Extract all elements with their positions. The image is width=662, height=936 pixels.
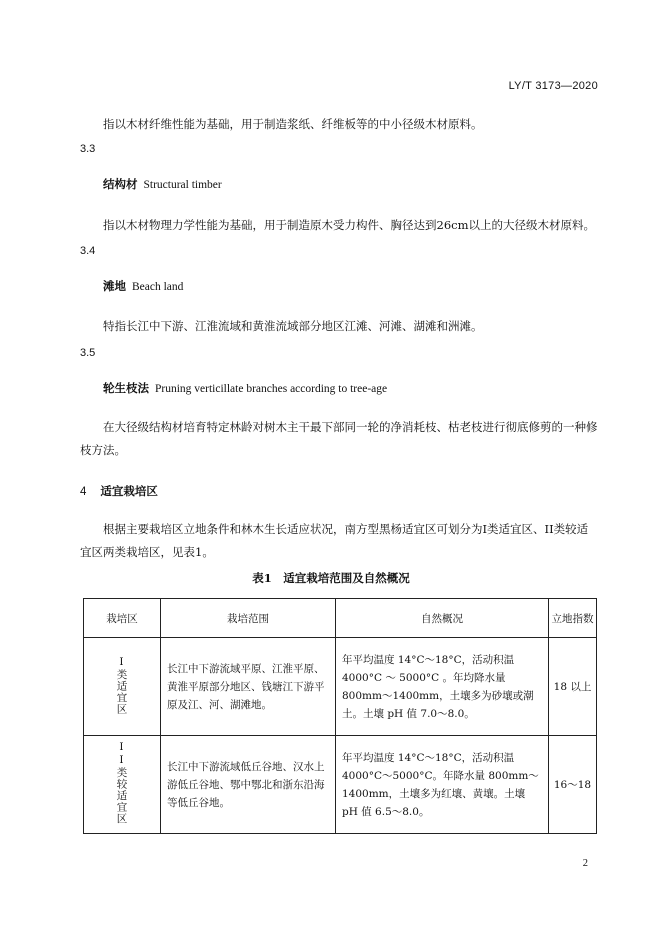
- section-number: 4: [80, 486, 87, 498]
- section-title: 适宜栽培区: [100, 484, 158, 498]
- clause-3-5-term: [103, 380, 387, 396]
- index-cell: 18 以上: [549, 638, 597, 736]
- zone-label: I类适宜区: [115, 655, 128, 715]
- index-cell: 16～18: [549, 736, 597, 834]
- pulp-definition: 指以木材纤维性能为基础，用于制造浆纸、纤维板等的中小径级木材原料。: [103, 117, 483, 131]
- clause-3-4-term: [103, 278, 183, 294]
- cultivation-zone-table: [83, 598, 597, 834]
- section-4-body: 根据主要栽培区立地条件和林木生长适应状况，南方型黑杨适宜区可划分为I类适宜区、II类较适宜区两类栽培区，见表1。: [80, 522, 589, 559]
- nature-cell: 年平均温度 14°C～18°C，活动积温4000°C ～ 5000°C 。年均降水量800mm～1400mm，土壤多为砂壤或潮土。土壤 pH 值 7.0～8.0。: [336, 638, 549, 736]
- term-zh: 滩地: [103, 279, 126, 293]
- clause-3-4-definition: 特指长江中下游、江淮流域和黄淮流域部分地区江滩、河滩、湖滩和洲滩。: [103, 319, 483, 333]
- zone-label: II类较适宜区: [115, 741, 128, 825]
- range-cell: 长江中下游流域低丘谷地、汉水上游低丘谷地、鄂中鄂北和浙东沿海等低丘谷地。: [161, 736, 336, 834]
- term-en: Pruning verticillate branches according to tree-age: [155, 383, 388, 395]
- clause-3-4-number: 3.4: [80, 245, 96, 257]
- nature-cell: 年平均温度 14°C～18°C，活动积温4000°C～5000°C。年降水量 800mm～1400mm，土壤多为红壤、黄壤。土壤 pH 值 6.5～8.0。: [336, 736, 549, 834]
- header-range: 栽培范围: [161, 599, 336, 638]
- header-zone: 栽培区: [84, 599, 161, 638]
- header-index: 立地指数: [549, 599, 597, 638]
- term-zh: 结构材: [103, 177, 138, 191]
- standard-number: LY/T 3173—2020: [508, 80, 598, 92]
- table-row: [84, 638, 597, 736]
- table-header-row: [84, 599, 597, 638]
- table-row: [84, 736, 597, 834]
- range-cell: 长江中下游流域平原、江淮平原、黄淮平原部分地区、钱塘江下游平原及江、河、湖滩地。: [161, 638, 336, 736]
- clause-3-3-number: 3.3: [80, 143, 96, 155]
- clause-3-5-number: 3.5: [80, 347, 96, 359]
- clause-3-3-term: [103, 176, 222, 192]
- term-zh: 轮生枝法: [103, 381, 149, 395]
- section-4-heading: [80, 483, 158, 499]
- table-caption: 表1 适宜栽培范围及自然概况: [252, 571, 410, 585]
- zone-cell: [84, 736, 161, 834]
- header-nature: 自然概况: [336, 599, 549, 638]
- term-en: Beach land: [132, 281, 184, 293]
- clause-3-5-definition: 在大径级结构材培育特定林龄对树木主干最下部同一轮的净消耗枝、枯老枝进行彻底修剪的一种修枝方法。: [80, 420, 598, 457]
- zone-cell: [84, 638, 161, 736]
- clause-3-3-definition: 指以木材物理力学性能为基础，用于制造原木受力构件、胸径达到26cm以上的大径级木材原料。: [103, 218, 595, 232]
- page-number: 2: [582, 858, 588, 869]
- term-en: Structural timber: [143, 179, 222, 191]
